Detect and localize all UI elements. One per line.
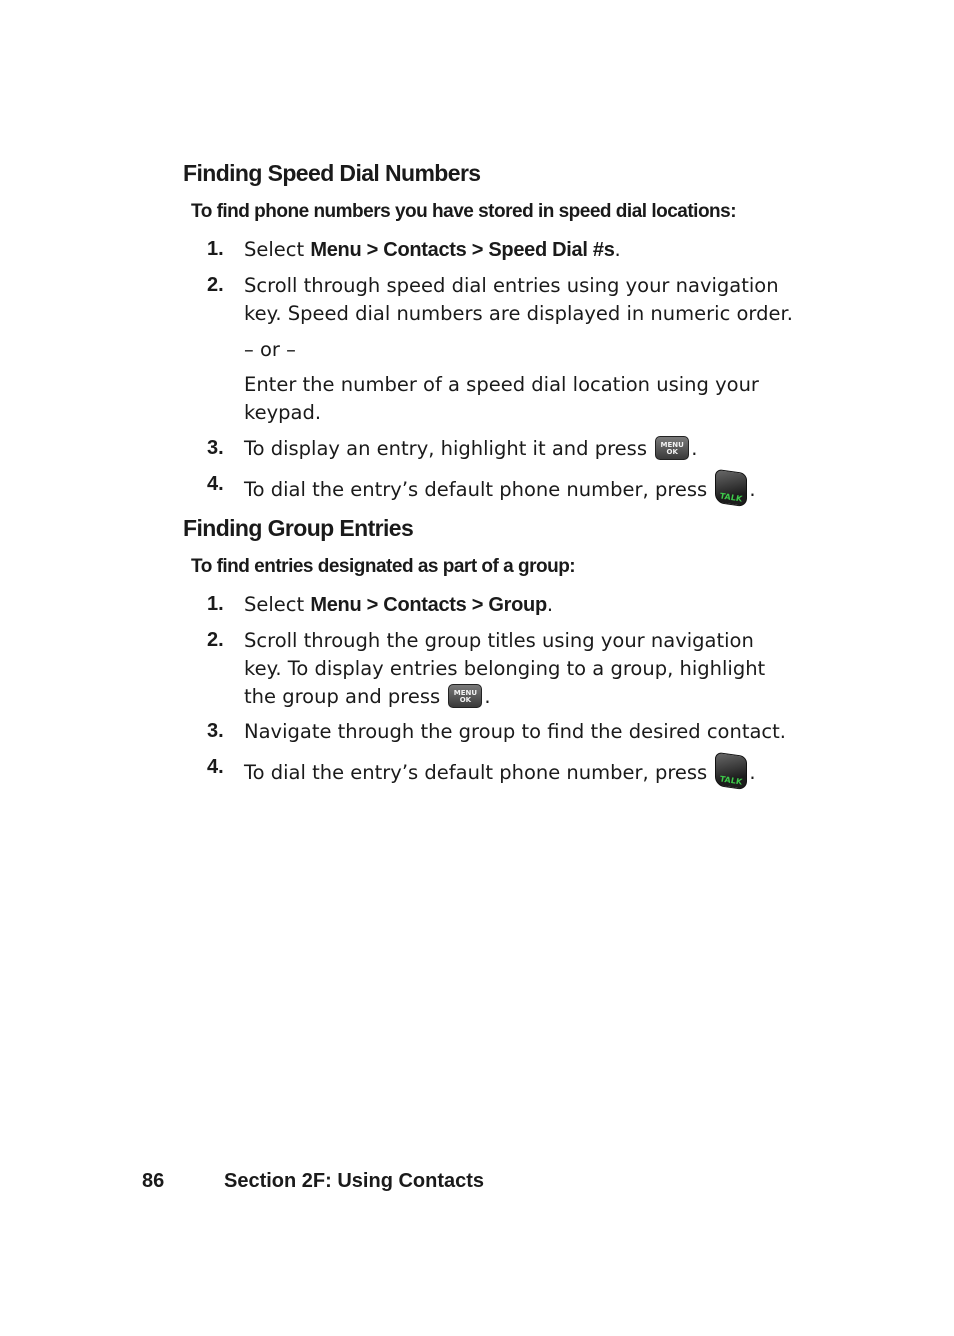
menu-ok-key-icon: MENU OK [448, 684, 482, 708]
step-text: To display an entry, highlight it and press MENU OK . [244, 437, 698, 460]
section-heading-group-entries: Finding Group Entries [183, 515, 414, 541]
talk-key-icon: TALK [715, 752, 747, 790]
step-number: 2. [207, 629, 224, 651]
step-text: Select Menu > Contacts > Group. [244, 593, 554, 616]
step-number: 4. [207, 473, 224, 495]
step-text: To dial the entry’s default phone number, press TALK . [244, 754, 756, 788]
step-text: key. Speed dial numbers are displayed in numeric order. [244, 302, 793, 325]
step-number: 4. [207, 756, 224, 778]
contacts-label: Contacts [383, 594, 467, 616]
section-heading-speed-dial: Finding Speed Dial Numbers [183, 160, 481, 186]
page-number: 86 [142, 1170, 165, 1192]
step-text: To dial the entry’s default phone number, press TALK . [244, 471, 756, 505]
step-text: Enter the number of a speed dial location using your [244, 373, 759, 396]
menu-label: Menu [310, 239, 362, 261]
group-label: Group [488, 594, 547, 616]
or-separator: – or – [244, 338, 296, 361]
step-number: 3. [207, 720, 224, 742]
step-text: keypad. [244, 401, 322, 424]
step-text: Navigate through the group to find the desired contact. [244, 720, 786, 743]
step-number: 1. [207, 593, 224, 615]
step-text: Select Menu > Contacts > Speed Dial #s. [244, 238, 621, 261]
step-number: 3. [207, 437, 224, 459]
section-intro-group-entries: To find entries designated as part of a group: [191, 556, 576, 577]
step-text: Scroll through speed dial entries using your navigation [244, 274, 779, 297]
step-text: the group and press MENU OK . [244, 685, 491, 708]
footer-section-title: Section 2F: Using Contacts [224, 1170, 485, 1192]
section-intro-speed-dial: To find phone numbers you have stored in speed dial locations: [191, 201, 737, 222]
speed-dial-label: Speed Dial #s [488, 239, 615, 261]
menu-label: Menu [310, 594, 362, 616]
step-text: Scroll through the group titles using your navigation [244, 629, 754, 652]
menu-ok-key-icon: MENU OK [655, 436, 689, 460]
step-text: key. To display entries belonging to a group, highlight [244, 657, 766, 680]
step-number: 1. [207, 238, 224, 260]
contacts-label: Contacts [383, 239, 467, 261]
talk-key-icon: TALK [715, 469, 747, 507]
step-number: 2. [207, 274, 224, 296]
